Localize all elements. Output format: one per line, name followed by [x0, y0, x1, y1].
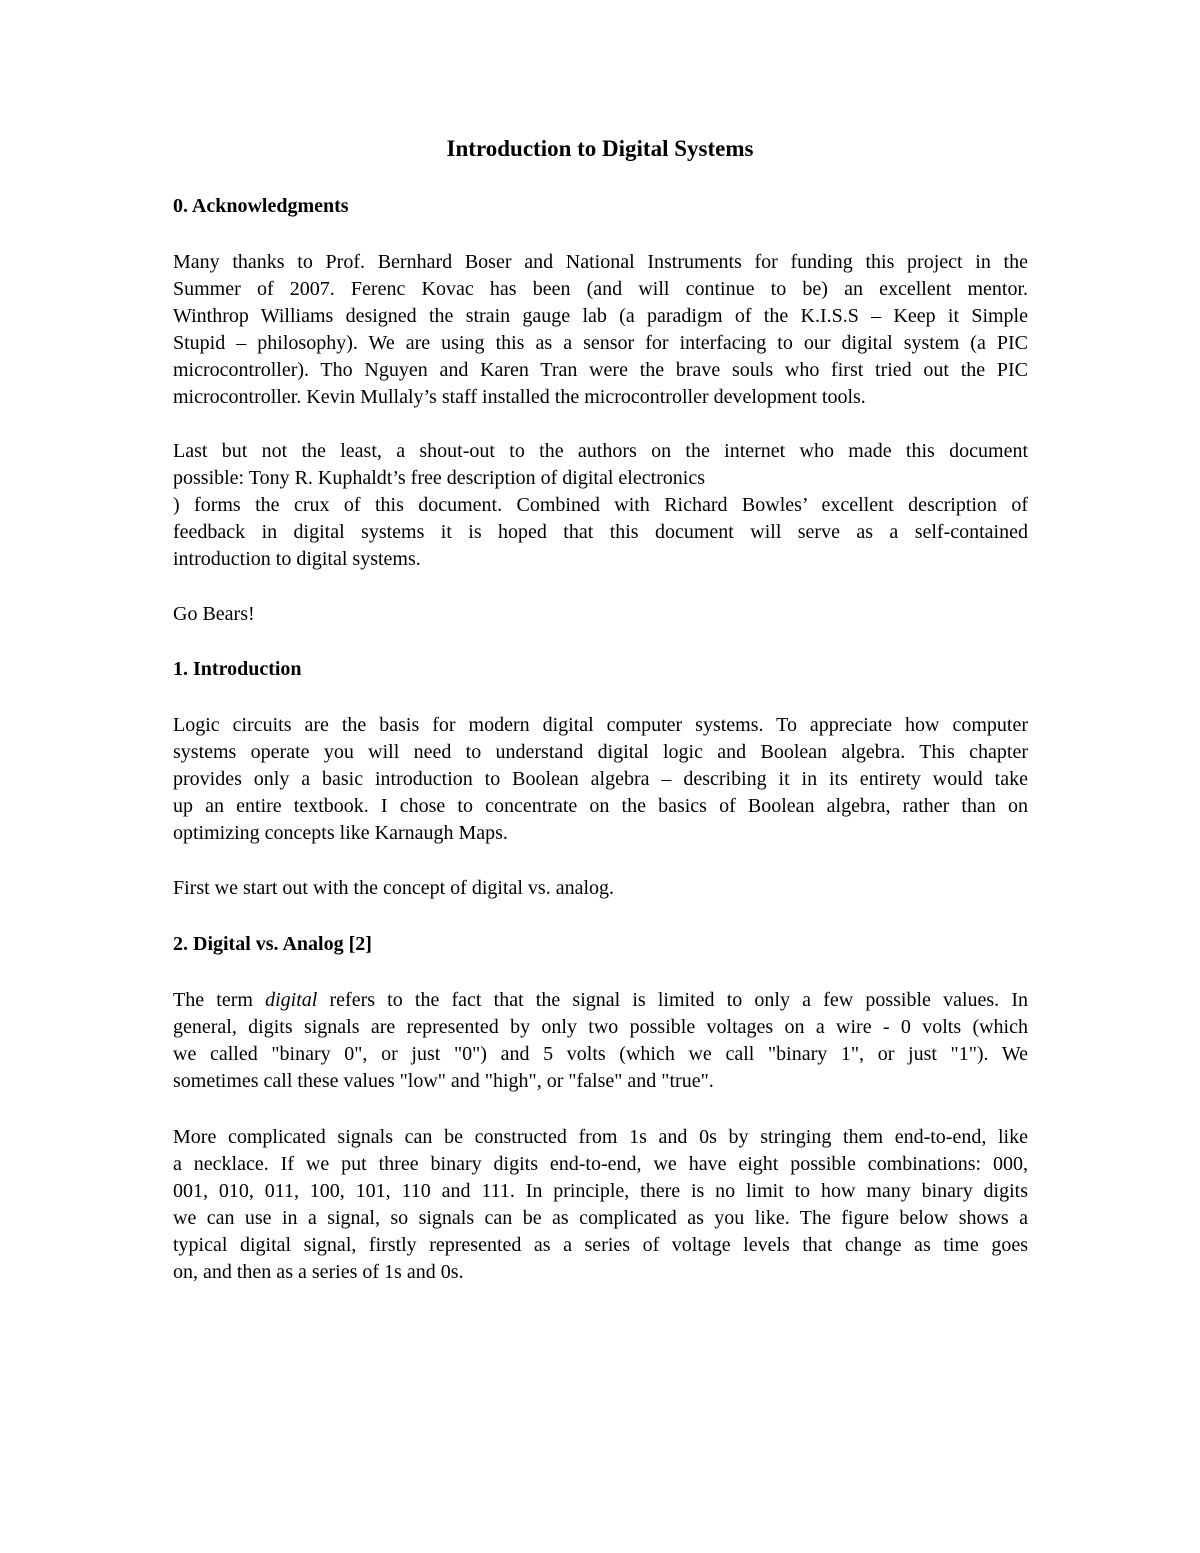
section-heading-introduction: 1. Introduction: [173, 658, 302, 680]
text-fragment: refers to the fact that the signal is limited to only a few possible values. In: [317, 989, 1028, 1011]
text-line: 001, 010, 011, 100, 101, 110 and 111. In principle, there is no limit to how many binary digits: [173, 1180, 1028, 1202]
acknowledgments-paragraph-1: [173, 249, 1028, 411]
text-fragment: The term: [173, 989, 266, 1011]
text-line: systems operate you will need to understand digital logic and Boolean algebra. This chapter: [173, 741, 1028, 763]
text-line: on, and then as a series of 1s and 0s.: [173, 1261, 464, 1283]
text-line: up an entire textbook. I chose to concentrate on the basics of Boolean algebra, rather than on: [173, 795, 1028, 817]
section-heading-digital-vs-analog: 2. Digital vs. Analog [2]: [173, 933, 372, 955]
acknowledgments-paragraph-2: [173, 438, 1028, 573]
text-line: we can use in a signal, so signals can be as complicated as you like. The figure below shows a: [173, 1207, 1028, 1229]
text-line: [173, 987, 1028, 1014]
text-line: Summer of 2007. Ferenc Kovac has been (and will continue to be) an excellent mentor.: [173, 278, 1028, 300]
text-line: introduction to digital systems.: [173, 548, 421, 570]
introduction-paragraph-1: [173, 712, 1028, 847]
digital-paragraph-2: [173, 1124, 1028, 1286]
acknowledgments-closing: [173, 601, 1028, 628]
emphasized-term: digital: [265, 989, 318, 1011]
text-line: microcontroller. Kevin Mullaly’s staff installed the microcontroller development tools.: [173, 386, 866, 408]
text-line: sometimes call these values "low" and "high", or "false" and "true".: [173, 1070, 714, 1092]
text-line: a necklace. If we put three binary digits end-to-end, we have eight possible combinations: 000,: [173, 1153, 1028, 1175]
text-line: feedback in digital systems it is hoped that this document will serve as a self-contained: [173, 521, 1028, 543]
text-line: possible: Tony R. Kuphaldt’s free description of digital electronics: [173, 467, 706, 489]
document-title: Introduction to Digital Systems: [446, 136, 754, 161]
digital-paragraph-1: [173, 987, 1028, 1095]
text-line: Stupid – philosophy). We are using this as a sensor for interfacing to our digital system (a PIC: [173, 332, 1028, 354]
text-line: Winthrop Williams designed the strain gauge lab (a paradigm of the K.I.S.S – Keep it Simple: [173, 305, 1028, 327]
text-line: optimizing concepts like Karnaugh Maps.: [173, 822, 508, 844]
text-line: provides only a basic introduction to Boolean algebra – describing it in its entirety would take: [173, 768, 1028, 790]
text-line: ) forms the crux of this document. Combined with Richard Bowles’ excellent description of: [173, 494, 1028, 516]
text-line: Last but not the least, a shout-out to the authors on the internet who made this document: [173, 440, 1028, 462]
text-line: typical digital signal, firstly represented as a series of voltage levels that change as time goes: [173, 1234, 1028, 1256]
text-line: Go Bears!: [173, 603, 255, 625]
text-line: Logic circuits are the basis for modern digital computer systems. To appreciate how computer: [173, 714, 1028, 736]
text-line: we called "binary 0", or just "0") and 5 volts (which we call "binary 1", or just "1"). We: [173, 1043, 1028, 1065]
section-heading-acknowledgments: 0. Acknowledgments: [173, 195, 349, 217]
text-line: More complicated signals can be constructed from 1s and 0s by stringing them end-to-end, like: [173, 1126, 1028, 1148]
text-line: First we start out with the concept of digital vs. analog.: [173, 877, 615, 899]
text-line: general, digits signals are represented by only two possible voltages on a wire - 0 volts (which: [173, 1016, 1028, 1038]
text-line: Many thanks to Prof. Bernhard Boser and National Instruments for funding this project in the: [173, 251, 1028, 273]
text-line: microcontroller). Tho Nguyen and Karen Tran were the brave souls who first tried out the PIC: [173, 359, 1028, 381]
introduction-paragraph-2: [173, 875, 1028, 902]
